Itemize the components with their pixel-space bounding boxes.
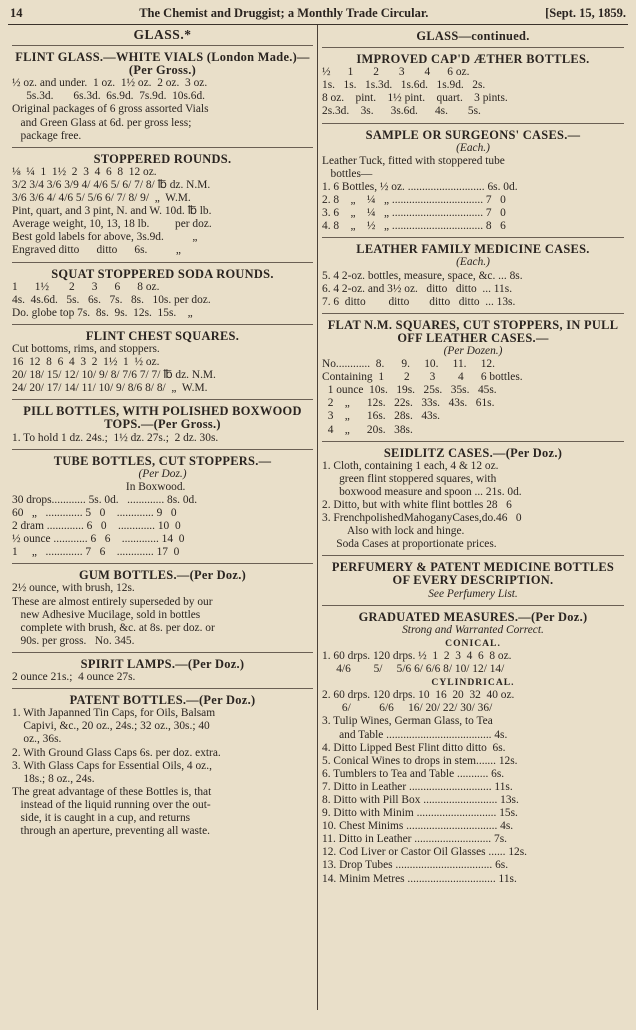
price-section — [322, 556, 624, 605]
section-title: TUBE BOTTLES, CUT STOPPERS.— — [53, 453, 272, 468]
price-line: These are almost entirely superseded by our — [12, 595, 213, 608]
price-line: 4s. 4s.6d. 5s. 6s. 7s. 8s. 10s. per doz. — [12, 293, 211, 306]
price-line: instead of the liquid running over the out- — [12, 798, 211, 811]
section-subtitle: See Perfumery List. — [428, 587, 518, 600]
price-line: Engraved ditto ditto 6s. „ — [12, 244, 181, 257]
page-number: 14 — [10, 6, 23, 20]
price-section — [12, 689, 313, 842]
price-line: 1. With Japanned Tin Caps, for Oils, Balsam — [12, 707, 216, 720]
right-column — [318, 25, 628, 1010]
publication-title: The Chemist and Druggist; a Monthly Trade Circular. — [139, 6, 429, 20]
price-line: package free. — [12, 129, 82, 142]
price-line: 4 „ 20s. 38s. — [322, 423, 413, 436]
price-line: ⅛ ¼ 1 1½ 2 3 4 6 8 12 oz. — [12, 165, 157, 178]
price-line: bottles— — [322, 167, 373, 180]
price-line: 3 „ 16s. 28s. 43s. — [322, 410, 441, 423]
price-line: 2s.3d. 3s. 3s.6d. 4s. 5s. — [322, 105, 481, 118]
section-title: FLINT CHEST SQUARES. — [85, 328, 240, 343]
price-line: 3. With Glass Caps for Essential Oils, 4 oz., — [12, 759, 212, 772]
price-line: 2. 8 „ ¼ „ ................................ 7 0 — [322, 194, 506, 207]
price-line: through an aperture, preventing all waste. — [12, 825, 211, 838]
price-line: CONICAL. — [445, 637, 501, 649]
price-line: 2 „ 12s. 22s. 33s. 43s. 61s. — [322, 397, 495, 410]
price-line: 4. Ditto Lipped Best Flint ditto ditto 6s. — [322, 741, 506, 754]
section-title: STOPPERED ROUNDS. — [93, 151, 232, 166]
price-line: side, it is caught in a cup, and returns — [12, 811, 191, 824]
price-section — [322, 606, 624, 890]
price-line: 1 ounce 10s. 19s. 25s. 35s. 45s. — [322, 384, 497, 397]
section-subtitle: (Each.) — [456, 141, 490, 154]
price-line: 6. 4 2-oz. and 3½ oz. ditto ditto ... 11s. — [322, 282, 513, 295]
page — [8, 6, 628, 1016]
price-section — [322, 442, 624, 557]
price-line: 2 ounce 21s.; 4 ounce 27s. — [12, 671, 136, 684]
section-title: PILL BOTTLES, WITH POLISHED BOXWOOD TOPS.—(Per Gross.) — [23, 404, 302, 432]
price-line: 3/6 3/6 4/ 4/6 5/ 5/6 6/ 7/ 8/ 9/ „ W.M. — [12, 192, 191, 205]
price-line: Leather Tuck, fitted with stoppered tube — [322, 154, 505, 167]
price-line: ½ 1 2 3 4 6 oz. — [322, 66, 470, 79]
price-line: 5. 4 2-oz. bottles, measure, space, &c. ... 8s. — [322, 269, 523, 282]
section-title: GUM BOTTLES.—(Per Doz.) — [78, 568, 247, 583]
price-line: 6/ 6/6 16/ 20/ 22/ 30/ 36/ — [322, 702, 493, 715]
price-line: 12. Cod Liver or Castor Oil Glasses ...... 12s. — [322, 846, 528, 859]
price-line: 1. To hold 1 dz. 24s.; 1½ dz. 27s.; 2 dz. 30s. — [12, 431, 219, 444]
price-line: 60 „ ............. 5 0 ............. 9 0 — [12, 507, 177, 519]
price-line: 1s. 1s. 1s.3d. 1s.6d. 1s.9d. 2s. — [322, 79, 486, 92]
section-title: FLAT N.M. SQUARES, CUT STOPPERS, IN PULL OFF LEATHER CASES.— — [327, 317, 619, 345]
price-line: 7. 6 ditto ditto ditto ditto ... 13s. — [322, 295, 516, 308]
price-line: 2. 60 drps. 120 drps. 10 16 20 32 40 oz. — [322, 689, 515, 702]
price-section — [322, 124, 624, 239]
price-line: Containing 1 2 3 4 6 bottles. — [322, 371, 523, 384]
section-title: FLINT GLASS.—WHITE VIALS (London Made.)—(Per Gross.) — [15, 50, 310, 78]
section-title: SQUAT STOPPERED SODA ROUNDS. — [51, 266, 274, 281]
left-column — [8, 25, 318, 1010]
price-section — [322, 25, 624, 48]
price-line: Soda Cases at proportionate prices. — [322, 538, 497, 551]
price-section — [322, 314, 624, 442]
price-section — [12, 564, 313, 653]
price-line: Pint, quart, and 3 pint, N. and W. 10d. ℔ lb. — [12, 205, 212, 218]
price-line: 8 oz. pint. 1½ pint. quart. 3 pints. — [322, 92, 508, 105]
price-section — [12, 400, 313, 449]
price-line: 11. Ditto in Leather ........................... 7s. — [322, 833, 507, 846]
issue-date: [Sept. 15, 1859. — [545, 6, 626, 20]
price-line: 5s.3d. 6s.3d. 6s.9d. 7s.9d. 10s.6d. — [12, 90, 206, 103]
price-line: 2 dram ............. 6 0 ............. 10 0 — [12, 520, 181, 533]
section-title: GRADUATED MEASURES.—(Per Doz.) — [358, 609, 588, 624]
price-section — [12, 653, 313, 689]
section-subtitle: (Each.) — [456, 256, 490, 269]
section-title: GLASS.* — [133, 27, 192, 42]
price-line: ½ ounce ............ 6 6 ............. 14 0 — [12, 533, 185, 546]
price-line: 3. Tulip Wines, German Glass, to Tea — [322, 715, 493, 728]
price-section — [12, 25, 313, 46]
price-line: 9. Ditto with Minim ............................ 15s. — [322, 807, 518, 820]
section-title: SEIDLITZ CASES.—(Per Doz.) — [383, 445, 563, 460]
price-line: 16 12 8 6 4 3 2 1½ 1 ½ oz. — [12, 356, 160, 369]
price-line: 1. 6 Bottles, ½ oz. ........................... 6s. 0d. — [322, 180, 518, 193]
price-line: CYLINDRICAL. — [431, 677, 515, 689]
section-title: IMPROVED CAP'D ÆTHER BOTTLES. — [356, 52, 590, 67]
price-line: 20/ 18/ 15/ 12/ 10/ 9/ 8/ 7/6 7/ 7/ ℔ dz. N.M. — [12, 369, 216, 382]
price-line: Also with lock and hinge. — [322, 525, 465, 538]
price-line: 1 „ ............. 7 6 ............. 17 0 — [12, 546, 180, 559]
price-line: 14. Minim Metres ............................... 11s. — [322, 872, 517, 885]
price-line: new Adhesive Mucilage, sold in bottles — [12, 608, 201, 621]
price-line: 3. FrenchpolishedMahoganyCases,do.46 0 — [322, 512, 522, 525]
price-line: 2. Ditto, but with white flint bottles 28 6 — [322, 499, 512, 511]
price-line: Best gold labels for above, 3s.9d. „ — [12, 231, 198, 244]
price-line: No............ 8. 9. 10. 11. 12. — [322, 358, 495, 371]
price-line: 13. Drop Tubes .................................. 6s. — [322, 859, 509, 872]
price-line: Capivi, &c., 20 oz., 24s.; 32 oz., 30s.; 40 — [12, 720, 210, 733]
section-title: LEATHER FAMILY MEDICINE CASES. — [356, 242, 590, 257]
price-line: 4/6 5/ 5/6 6/ 6/6 8/ 10/ 12/ 14/ — [322, 663, 505, 676]
price-line: 5. Conical Wines to drops in stem....... 12s. — [322, 754, 518, 767]
section-subtitle: Strong and Warranted Correct. — [402, 623, 544, 636]
price-section — [322, 48, 624, 123]
section-title: PERFUMERY & PATENT MEDICINE BOTTLES OF EVERY DESCRIPTION. — [331, 560, 615, 588]
price-line: The great advantage of these Bottles is, that — [12, 785, 212, 798]
price-line: complete with brush, &c. at 8s. per doz. or — [12, 621, 215, 634]
price-line: and Green Glass at 6d. per gross less; — [12, 116, 192, 129]
price-line: 1. 60 drps. 120 drps. ½ 1 2 3 4 6 8 oz. — [322, 649, 512, 662]
price-section — [12, 325, 313, 400]
price-line: ½ oz. and under. 1 oz. 1½ oz. 2 oz. 3 oz. — [12, 77, 208, 90]
price-line: 1. Cloth, containing 1 each, 4 & 12 oz. — [322, 459, 499, 472]
price-section — [322, 238, 624, 313]
price-line: 3/2 3/4 3/6 3/9 4/ 4/6 5/ 6/ 7/ 8/ ℔ dz. N.M. — [12, 178, 211, 191]
price-line: 2. With Ground Glass Caps 6s. per doz. extra. — [12, 746, 221, 759]
price-line: 3. 6 „ ¼ „ ................................ 7 0 — [322, 207, 506, 220]
section-title: SPIRIT LAMPS.—(Per Doz.) — [80, 656, 245, 671]
section-title: PATENT BOTTLES.—(Per Doz.) — [69, 693, 256, 708]
section-subtitle: (Per Dozen.) — [443, 344, 503, 357]
price-line: Original packages of 6 gross assorted Vials — [12, 103, 209, 116]
price-line: 10. Chest Minims ................................ 4s. — [322, 820, 514, 833]
price-line: 24/ 20/ 17/ 14/ 11/ 10/ 9/ 8/6 8/ 8/ „ W.M. — [12, 382, 208, 395]
price-line: boxwood measure and spoon ... 21s. 0d. — [322, 485, 522, 498]
price-section — [12, 46, 313, 148]
price-line: Do. globe top 7s. 8s. 9s. 12s. 15s. „ — [12, 306, 193, 319]
section-subtitle: (Per Doz.) — [138, 467, 187, 480]
price-line: 6. Tumblers to Tea and Table ........... 6s. — [322, 767, 505, 780]
price-line: and Table ..................................... 4s. — [322, 728, 508, 741]
page-header — [8, 6, 628, 25]
price-line: 8. Ditto with Pill Box .......................... 13s. — [322, 793, 519, 806]
section-title: GLASS—continued. — [416, 29, 530, 43]
price-line: 2½ ounce, with brush, 12s. — [12, 582, 135, 595]
price-line: Cut bottoms, rims, and stoppers. — [12, 342, 160, 355]
price-line: oz., 36s. — [12, 733, 62, 746]
price-line: 7. Ditto in Leather ............................. 11s. — [322, 780, 513, 793]
price-section — [12, 148, 313, 263]
price-line: 1 1½ 2 3 6 8 oz. — [12, 280, 160, 293]
price-line: Average weight, 10, 13, 18 lb. per doz. — [12, 218, 212, 231]
price-line: 90s. per gross. No. 345. — [12, 634, 135, 647]
price-section — [12, 263, 313, 325]
price-line: 18s.; 8 oz., 24s. — [12, 772, 95, 785]
price-line: 30 drops............ 5s. 0d. ............. 8s. 0d. — [12, 493, 198, 506]
price-line: green flint stoppered squares, with — [322, 472, 497, 485]
price-line: In Boxwood. — [12, 480, 186, 493]
price-section — [12, 450, 313, 565]
price-line: 4. 8 „ ½ „ ................................ 8 6 — [322, 220, 506, 233]
section-title: SAMPLE OR SURGEONS' CASES.— — [365, 127, 581, 142]
